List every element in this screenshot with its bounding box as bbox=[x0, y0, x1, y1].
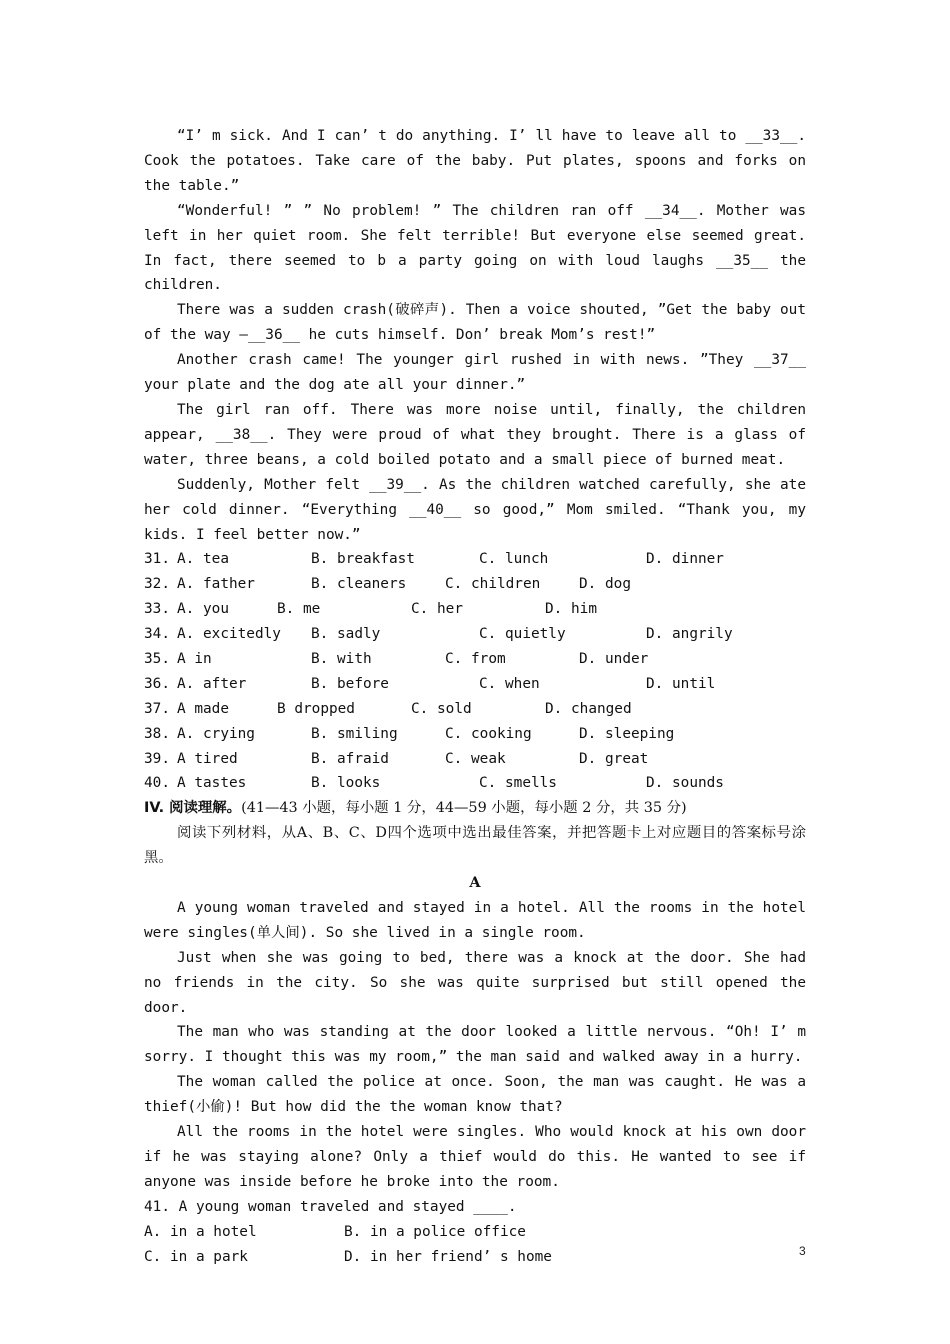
option-b: B. me bbox=[277, 601, 321, 618]
option-row-34 bbox=[144, 622, 806, 647]
option-c: C. lunch bbox=[479, 551, 549, 568]
option-row-33 bbox=[144, 597, 806, 622]
option-c: C. weak bbox=[445, 750, 506, 767]
question-number: 34. bbox=[144, 626, 170, 643]
option-c: C. cooking bbox=[445, 725, 532, 742]
question-41-options-row-1 bbox=[144, 1220, 806, 1245]
question-number: 35. bbox=[144, 650, 170, 667]
option-d: D. under bbox=[579, 650, 649, 667]
section-4-heading bbox=[144, 796, 806, 821]
option-d: D. dinner bbox=[646, 551, 724, 568]
question-number: 33. bbox=[144, 601, 170, 618]
option-b: B. cleaners bbox=[311, 576, 407, 593]
option-a: A in bbox=[177, 650, 212, 667]
option-d: D. until bbox=[646, 675, 716, 692]
passage-a-paragraph-2: Just when she was going to bed, there was a knock at the door. She had no friends in the city. So she was quite surprised but still opened the door. bbox=[144, 949, 806, 1016]
option-row-36 bbox=[144, 672, 806, 697]
cloze-paragraph-3: There was a sudden crash(破碎声). Then a voice shouted, ”Get the baby out of the way —__36__ he cuts himself. Don’ break Mom’s rest!” bbox=[144, 302, 806, 344]
option-c: C. from bbox=[445, 650, 506, 667]
question-number: 38. bbox=[144, 725, 170, 742]
option-a: A made bbox=[177, 700, 229, 717]
option-a: A. after bbox=[177, 675, 247, 692]
question-41-option-c: C. in a park bbox=[144, 1248, 248, 1265]
option-c: C. her bbox=[411, 601, 463, 618]
question-41-option-a: A. in a hotel bbox=[144, 1223, 257, 1240]
option-c: C. when bbox=[479, 675, 540, 692]
option-b: B dropped bbox=[277, 700, 355, 717]
question-number: 32. bbox=[144, 576, 170, 593]
option-a: A. tea bbox=[177, 551, 229, 568]
option-a: A. father bbox=[177, 576, 255, 593]
option-d: D. angrily bbox=[646, 626, 733, 643]
cloze-paragraph-6: Suddenly, Mother felt __39__. As the children watched carefully, she ate her cold dinner. “Everything __40__ so good,” Mom smiled. “Thank you, my kids. I feel better now.” bbox=[144, 476, 806, 543]
option-c: C. smells bbox=[479, 775, 557, 792]
cloze-passage bbox=[144, 124, 806, 547]
passage-a-paragraph-5: All the rooms in the hotel were singles. Who would knock at his own door if he was staying alone? Only a thief would do this. He wanted to see if anyone was inside before he broke into the room. bbox=[144, 1124, 806, 1190]
question-number: 40. bbox=[144, 775, 170, 792]
question-41-option-b: B. in a police office bbox=[344, 1223, 526, 1240]
passage-a bbox=[144, 896, 806, 1195]
passage-a-paragraph-1: A young woman traveled and stayed in a hotel. All the rooms in the hotel were singles(单人间). So she lived in a single room. bbox=[144, 899, 806, 941]
option-c: C. quietly bbox=[479, 626, 566, 643]
passage-a-paragraph-4: The woman called the police at once. Soon, the man was caught. He was a thief(小偷)! But how did the the woman know that? bbox=[144, 1074, 806, 1116]
option-c: C. sold bbox=[411, 700, 472, 717]
option-b: B. afraid bbox=[311, 750, 389, 767]
cloze-options bbox=[144, 547, 806, 796]
question-41-options-row-2 bbox=[144, 1245, 806, 1270]
option-row-32 bbox=[144, 572, 806, 597]
section-4-instructions: 阅读下列材料，从A、B、C、D四个选项中选出最佳答案，并把答题卡上对应题目的答案标号涂黑。 bbox=[144, 825, 806, 867]
option-b: B. looks bbox=[311, 775, 381, 792]
option-a: A. crying bbox=[177, 725, 255, 742]
option-a: A tastes bbox=[177, 775, 247, 792]
document-page bbox=[144, 124, 806, 1270]
section-4-title: IV. 阅读理解。 bbox=[144, 800, 242, 817]
cloze-paragraph-1: “I’ m sick. And I can’ t do anything. I’ ll have to leave all to __33__. Cook the potatoes. Take care of the baby. Put plates, spoons and forks on the table.” bbox=[144, 128, 806, 194]
question-41-option-d: D. in her friend’ s home bbox=[344, 1248, 552, 1265]
option-b: B. with bbox=[311, 650, 372, 667]
option-row-40 bbox=[144, 771, 806, 796]
passage-a-heading: A bbox=[469, 874, 481, 892]
cloze-paragraph-2: “Wonderful! ” ” No problem! ” The children ran off __34__. Mother was left in her quiet room. She felt terrible! But everyone else seemed great. In fact, there seemed to b a party going on with loud laughs __35__ the children. bbox=[144, 202, 806, 294]
option-b: B. before bbox=[311, 675, 389, 692]
option-d: D. changed bbox=[545, 700, 632, 717]
option-row-35 bbox=[144, 647, 806, 672]
question-number: 37. bbox=[144, 700, 170, 717]
option-d: D. great bbox=[579, 750, 649, 767]
option-b: B. breakfast bbox=[311, 551, 415, 568]
cloze-paragraph-4: Another crash came! The younger girl rushed in with news. ”They __37__ your plate and the dog ate all your dinner.” bbox=[144, 352, 806, 394]
section-4-score-note: (41—43 小题，每小题 1 分，44—59 小题，每小题 2 分，共 35 分) bbox=[241, 800, 687, 817]
option-d: D. dog bbox=[579, 576, 631, 593]
question-41-stem: 41. A young woman traveled and stayed ____. bbox=[144, 1198, 517, 1215]
option-row-31 bbox=[144, 547, 806, 572]
option-d: D. sleeping bbox=[579, 725, 675, 742]
option-a: A tired bbox=[177, 750, 238, 767]
option-row-38 bbox=[144, 722, 806, 747]
option-a: A. you bbox=[177, 601, 229, 618]
passage-a-paragraph-3: The man who was standing at the door looked a little nervous. “Oh! I’ m sorry. I thought this was my room,” the man said and walked away in a hurry. bbox=[144, 1024, 806, 1066]
option-b: B. smiling bbox=[311, 725, 398, 742]
question-number: 39. bbox=[144, 750, 170, 767]
option-d: D. him bbox=[545, 601, 597, 618]
option-row-39 bbox=[144, 747, 806, 772]
option-b: B. sadly bbox=[311, 626, 381, 643]
question-number: 36. bbox=[144, 675, 170, 692]
option-a: A. excitedly bbox=[177, 626, 281, 643]
cloze-paragraph-5: The girl ran off. There was more noise until, finally, the children appear, __38__. They were proud of what they brought. There is a glass of water, three beans, a cold boiled potato and a small piece of burned meat. bbox=[144, 401, 806, 468]
question-number: 31. bbox=[144, 551, 170, 568]
option-row-37 bbox=[144, 697, 806, 722]
page-number: 3 bbox=[799, 1244, 806, 1258]
option-d: D. sounds bbox=[646, 775, 724, 792]
option-c: C. children bbox=[445, 576, 541, 593]
